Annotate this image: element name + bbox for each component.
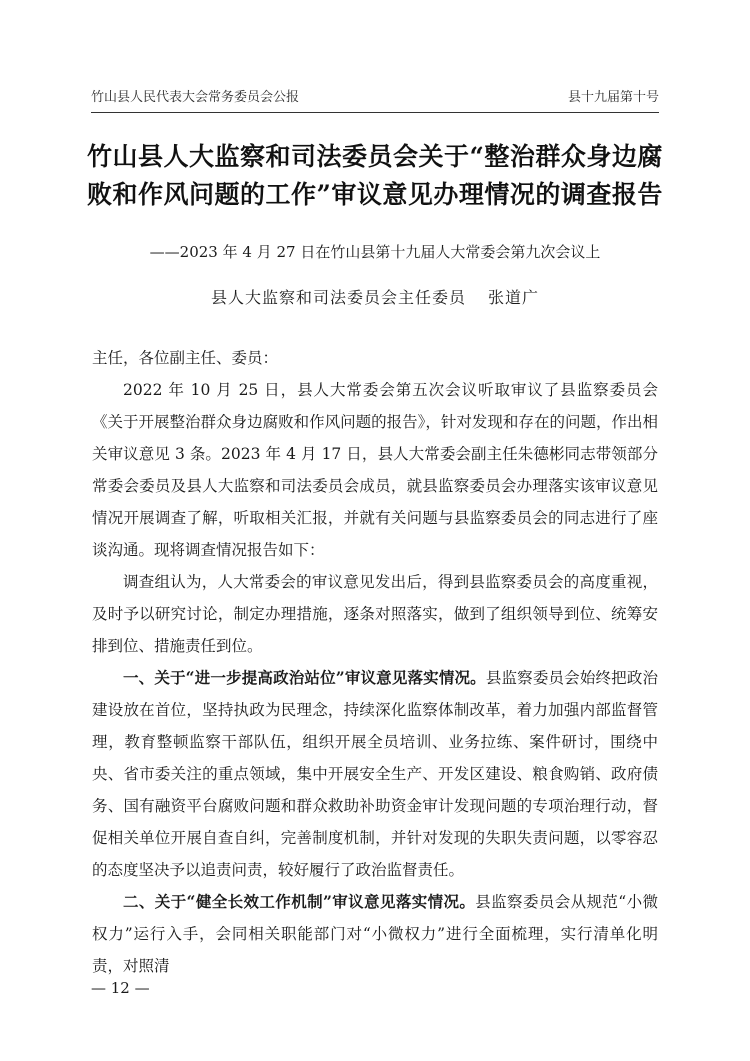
- speaker-line: [60, 286, 690, 310]
- document-title-line-1: 竹山县人大监察和司法委员会关于“整治群众身边腐: [87, 142, 663, 171]
- section-one-text: 县监察委员会始终把政治建设放在首位，坚持执政为民理念，持续深化监察体制改革，着力加强内部监督管理，教育整顿监察干部队伍，组织开展全员培训、业务拉练、案件研讨，围绕中央、省市委关注的重点领域，集中开展安全生产、开发区建设、粮食购销、政府债务、国有融资平台腐败问题和群众救助补助资金审计发现问题的专项治理行动，督促相关单位开展自查自纠，完善制度机制，并针对发现的失职失责问题，以零容忍的态度坚决予以追责问责，较好履行了政治监督责任。: [92, 669, 658, 879]
- document-body: [92, 342, 658, 982]
- section-two-heading: 二、关于“健全长效工作机制”审议意见落实情况。: [123, 892, 476, 911]
- header-issue-number: 县十九届第十号: [567, 90, 659, 105]
- speaker-role: 县人大监察和司法委员会主任委员: [210, 288, 466, 307]
- paragraph-overview: 调查组认为，人大常委会的审议意见发出后，得到县监察委员会的高度重视，及时予以研究讨论，制定办理措施，逐条对照落实，做到了组织领导到位、统筹安排到位、措施责任到位。: [92, 573, 658, 655]
- paragraph-section-one: [92, 662, 658, 886]
- bulletin-header: [91, 88, 659, 108]
- salutation: 主任，各位副主任、委员：: [92, 349, 279, 367]
- meeting-subtitle: ——2023 年 4 月 27 日在竹山县第十九届人大常委会第九次会议上: [149, 243, 601, 261]
- header-divider: [91, 112, 659, 113]
- paragraph-background: 2022 年 10 月 25 日，县人大常委会第五次会议听取审议了县监察委员会《关于开展整治群众身边腐败和作风问题的报告》，针对发现和存在的问题，作出相关审议意见 3 条。2023 年 4 月 17 日，县人大常委会副主任朱德彬同志带领部分常委会委员及县人大监察和司法委员会成员，就县监察委员会办理落实该审议意见情况开展调查了解，听取相关汇报，并就有关问题与县监察委员会的同志进行了座谈沟通。现将调查情况报告如下：: [92, 381, 658, 559]
- speaker-name: 张道广: [488, 288, 540, 307]
- document-title: [60, 138, 690, 214]
- header-publication-name: 竹山县人民代表大会常务委员会公报: [91, 90, 300, 105]
- page-number: — 12 —: [91, 979, 150, 997]
- paragraph-section-two: [92, 886, 658, 982]
- section-two-text: 县监察委员会从规范“小微权力”运行入手，会同相关职能部门对“小微权力”进行全面梳理，实行清单化明责，对照清: [92, 893, 658, 975]
- document-title-line-2: 败和作风问题的工作”审议意见办理情况的调查报告: [87, 180, 663, 209]
- section-one-heading: 一、关于“进一步提高政治站位”审议意见落实情况。: [123, 668, 486, 687]
